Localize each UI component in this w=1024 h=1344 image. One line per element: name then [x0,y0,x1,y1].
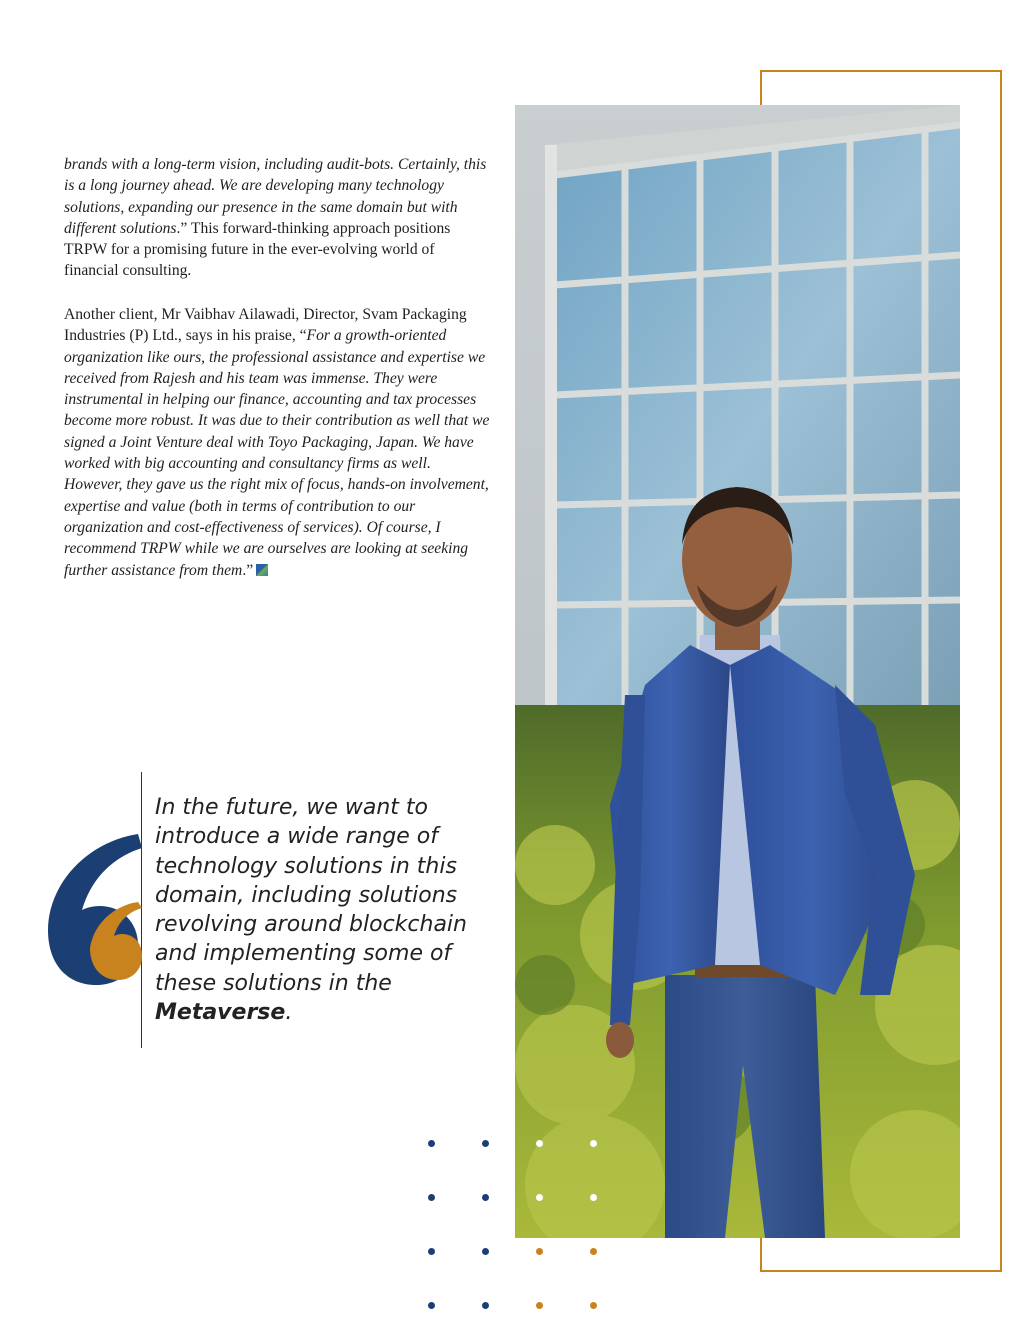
portrait-photo [515,105,960,1238]
body-paragraph-2 [64,304,492,581]
dot [428,1248,435,1255]
dot [428,1302,435,1309]
paragraph-tail: .” [242,561,254,579]
dot [482,1140,489,1147]
paragraph-tail: .” This forward-thinking approach positions TRPW for a promising future in the ever-evolving world of financial consulting. [64,219,451,280]
end-of-article-icon [256,564,268,576]
dot [590,1140,597,1147]
dot [590,1302,597,1309]
dot [428,1194,435,1201]
pull-quote-emphasis: Metaverse [155,1000,286,1026]
pull-quote-end: . [285,1000,293,1026]
dot [428,1140,435,1147]
dot [482,1248,489,1255]
paragraph-lead: Another client, Mr Vaibhav Ailawadi, Director, Svam Packaging Industries (P) Ltd., says in his praise, “ [64,306,467,345]
dot [482,1194,489,1201]
pull-quote-text: In the future, we want to introduce a wide range of technology solutions in this domain, including solutions revolving around blockchain and implementing some of these solutions in the [155,795,467,996]
dot [590,1248,597,1255]
dot [536,1302,543,1309]
dot [482,1302,489,1309]
dot [536,1194,543,1201]
pull-quote [155,793,495,1027]
dot [536,1248,543,1255]
client-testimonial: For a growth-oriented organization like ours, the professional assistance and expertise we received from Rajesh and his team was immense. They were instrumental in helping our finance, accounting and tax processes become more robust. It was due to their contribution as well that we signed a Joint Venture deal with Toyo Packaging, Japan. We have worked with big accounting and consultancy firms as well. However, they gave us the right mix of focus, hands-on involvement, expertise and value (both in terms of contribution to our organization and cost-effectiveness of services). Of course, I recommend TRPW while we are ourselves are looking at seeking further assistance from them [64,327,490,579]
body-paragraph-1 [64,154,492,282]
client-quote-continuation: brands with a long-term vision, including audit-bots. Certainly, this is a long journey ahead. We are developing many technology solutions, expanding our presence in the same domain but with different solutions [64,156,487,237]
quotation-mark-icon [46,830,146,990]
dot [536,1140,543,1147]
dot [590,1194,597,1201]
